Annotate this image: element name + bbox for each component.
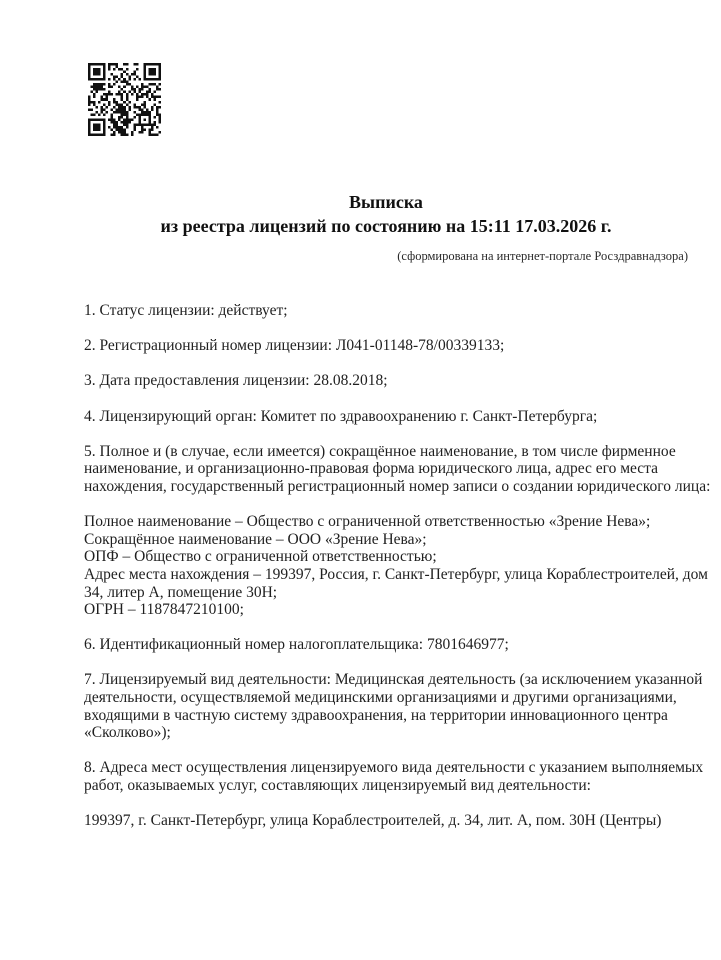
text-line: 1. Статус лицензии: действует;: [84, 302, 288, 319]
text-line: 6. Идентификационный номер налогоплательщика: 7801646977;: [84, 636, 509, 654]
qr-code: [88, 62, 161, 137]
text-line: нахождения, государственный регистрационный номер записи о создании юридического лица:: [84, 477, 711, 495]
text-line: 7. Лицензируемый вид деятельности: Медицинская деятельность (за исключением указанной: [84, 671, 703, 689]
document-title-line1: Выписка: [349, 192, 423, 212]
text-line: 199397, г. Санкт-Петербург, улица Кораблестроителей, д. 34, лит. А, пом. 30Н (Центры): [84, 812, 662, 830]
paragraph-name-heading: [84, 442, 711, 496]
document-title: [84, 190, 688, 238]
text-line: 8. Адреса мест осуществления лицензируемого вида деятельности с указанием выполняемых: [84, 759, 704, 777]
paragraph-licensing-authority: [84, 408, 688, 426]
document-body: [84, 302, 711, 847]
text-line: деятельности, осуществляемой медицинскими организациями и другими организациями,: [84, 689, 677, 707]
text-line: Адрес места нахождения – 199397, Россия, г. Санкт-Петербург, улица Кораблестроителей, дом: [84, 565, 708, 583]
paragraph-license-status: [84, 302, 688, 320]
paragraph-org-details: [84, 513, 708, 619]
text-line: 4. Лицензирующий орган: Комитет по здравоохранению г. Санкт-Петербурга;: [84, 407, 598, 425]
text-line: «Сколково»);: [84, 724, 171, 742]
text-line: Полное наименование – Общество с ограниченной ответственностью «Зрение Нева»;: [84, 513, 651, 531]
text-line: 2. Регистрационный номер лицензии: Л041-01148-78/00339133;: [84, 337, 505, 355]
text-line: ОПФ – Общество с ограниченной ответственностью;: [84, 548, 437, 566]
text-line: Сокращённое наименование – ООО «Зрение Нева»;: [84, 530, 427, 548]
text-line: ОГРН – 1187847210100;: [84, 601, 244, 619]
text-line: 5. Полное и (в случае, если имеется) сокращённое наименование, в том числе фирменное: [84, 442, 676, 460]
text-line: 3. Дата предоставления лицензии: 28.08.2018;: [84, 372, 388, 390]
paragraph-activity-address: [84, 812, 688, 830]
paragraph-activity-type: [84, 671, 703, 742]
paragraph-activity-addresses-heading: [84, 759, 704, 795]
paragraph-inn: [84, 636, 688, 654]
text-line: 34, литер А, помещение 30Н;: [84, 583, 278, 601]
paragraph-license-date: [84, 372, 688, 390]
paragraph-license-number: [84, 337, 688, 355]
document-title-line2: из реестра лицензий по состоянию на 15:11 17.03.2026 г.: [160, 216, 612, 236]
text-line: наименование, и организационно-правовая форма юридического лица, адрес его места: [84, 460, 659, 478]
text-line: входящими в частную систему здравоохранения, на территории инновационного центра: [84, 706, 668, 724]
document-subtitle: (сформирована на интернет-портале Росздравнадзора): [397, 249, 688, 263]
text-line: работ, оказываемых услуг, составляющих лицензируемый вид деятельности:: [84, 777, 591, 795]
